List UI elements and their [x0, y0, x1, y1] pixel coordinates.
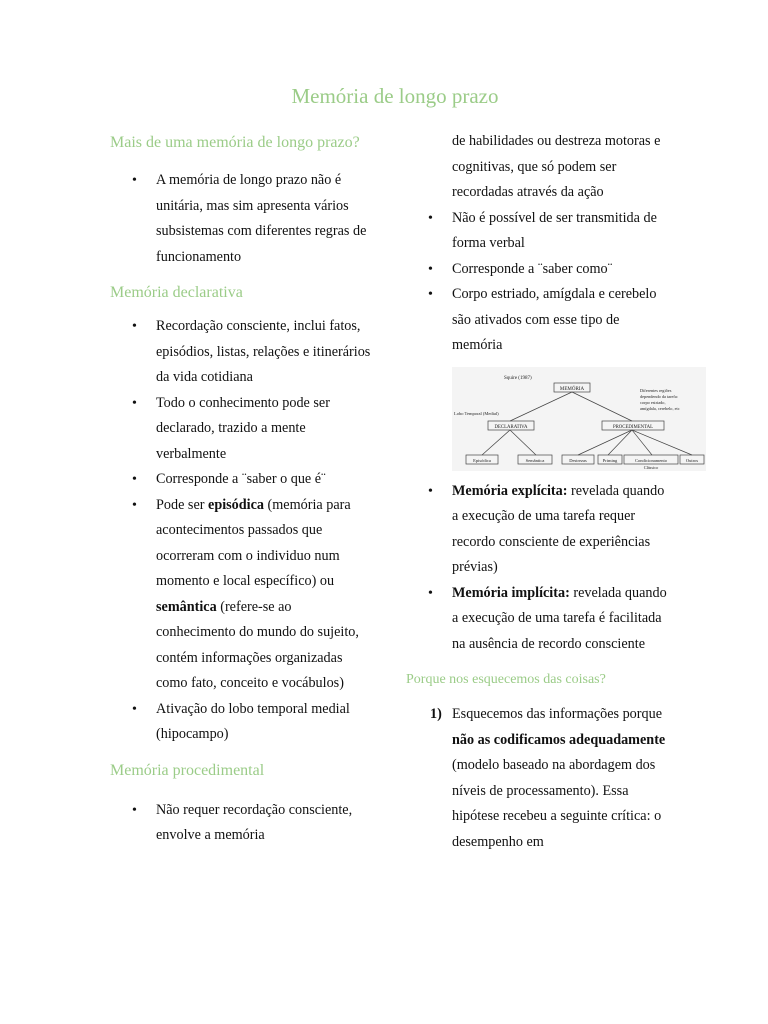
heading-memoria-procedimental: Memória procedimental: [110, 761, 265, 779]
list-item: • Memória explícita: revelada quando a execução de uma tarefa requer recordo consciente de experiências prévias): [406, 479, 668, 581]
list-mais-de-uma-memoria: [110, 168, 372, 270]
diagram-priming: Priming: [602, 457, 618, 463]
heading-mais-de-uma-memoria: Mais de uma memória de longo prazo?: [110, 134, 360, 151]
diagram-left-label: Lobo Temporal (Medial): [454, 410, 499, 416]
diagram-note-line-4: amígdala, cerebelo, etc: [640, 405, 680, 411]
list-memoria-procedimental: [110, 798, 372, 849]
list-item: • Não requer recordação consciente, envolve a memória: [110, 798, 372, 849]
diagram-note-line-1: Diferentes regiões: [640, 387, 672, 393]
bold-memoria-explicita: Memória explícita:: [452, 482, 568, 499]
list-explicita-implicita: [406, 479, 668, 658]
diagram-declarativa: DECLARATIVA: [494, 424, 528, 430]
list-item: • Corresponde a ¨saber o que é¨: [110, 467, 372, 493]
list-item: • Todo o conhecimento pode ser declarado, trazido a mente verbalmente: [110, 391, 372, 468]
list-item-continuation: de habilidades ou destreza motoras e cognitivas, que só podem ser recordadas através da ação: [452, 133, 661, 200]
numbered-list: [406, 702, 668, 855]
list-item: • Corpo estriado, amígdala e cerebelo são ativados com esse tipo de memória: [406, 282, 668, 359]
list-item: • Corresponde a ¨saber como¨: [406, 257, 668, 283]
item-number: 1): [430, 706, 442, 722]
memory-taxonomy-diagram: [452, 367, 706, 471]
bold-memoria-implicita: Memória implícita:: [452, 584, 570, 601]
heading-porque-esquecemos: Porque nos esquecemos das coisas?: [406, 672, 606, 687]
diagram-semantica: Semântica: [525, 457, 545, 463]
diagram-note-line-2: dependendo da tarefa:: [640, 393, 678, 399]
heading-memoria-declarativa: Memória declarativa: [110, 284, 243, 301]
numbered-item: 1) Esquecemos das informações porque não as codificamos adequadamente (modelo baseado na abordagem dos níveis de processamento). Essa hipótese recebeu a seguinte crítica: o desempenho em: [406, 702, 668, 855]
bold-episodica: episódica: [208, 496, 264, 513]
list-item: • Não é possível de ser transmitida de forma verbal: [406, 206, 668, 257]
bold-nao-codificamos: não as codificamos adequadamente: [452, 731, 666, 748]
list-memoria-declarativa: [110, 314, 372, 748]
list-item: • Pode ser episódica (memória para acontecimentos passados que ocorreram com o individuo num momento e local específico) ou semântica (refere-se ao conhecimento do mundo do sujeito, contém informações organizadas como fato, conceito e vocábulos): [110, 493, 372, 697]
bold-semantica: semântica: [156, 598, 217, 615]
list-item: • Recordação consciente, inclui fatos, episódios, listas, relações e itinerários da vida cotidiana: [110, 314, 372, 391]
diagram-note-line-3: corpo estriado,: [640, 399, 666, 405]
diagram-episodica: Episódica: [473, 457, 491, 463]
list-memoria-procedimental-cont: [406, 206, 668, 359]
diagram-procedimental: PROCEDIMENTAL: [612, 424, 654, 430]
list-item: • Memória implícita: revelada quando a execução de uma tarefa é facilitada na ausência de recordo consciente: [406, 581, 668, 658]
list-item: • Ativação do lobo temporal medial (hipocampo): [110, 697, 372, 748]
page-title: Memória de longo prazo: [291, 84, 499, 108]
diagram-classico: Clássico: [643, 464, 659, 470]
right-column: [406, 129, 699, 855]
diagram-root: MEMÓRIA: [559, 386, 585, 392]
diagram-destrezas: Destrezas: [569, 457, 587, 463]
diagram-outros: Outros: [685, 457, 699, 463]
diagram-condicionamento: Condicionamento: [635, 457, 667, 463]
diagram-source: Squire (1987): [504, 375, 532, 381]
list-item: • A memória de longo prazo não é unitária, mas sim apresenta vários subsistemas com diferentes regras de funcionamento: [110, 168, 372, 270]
left-column: [110, 128, 372, 849]
